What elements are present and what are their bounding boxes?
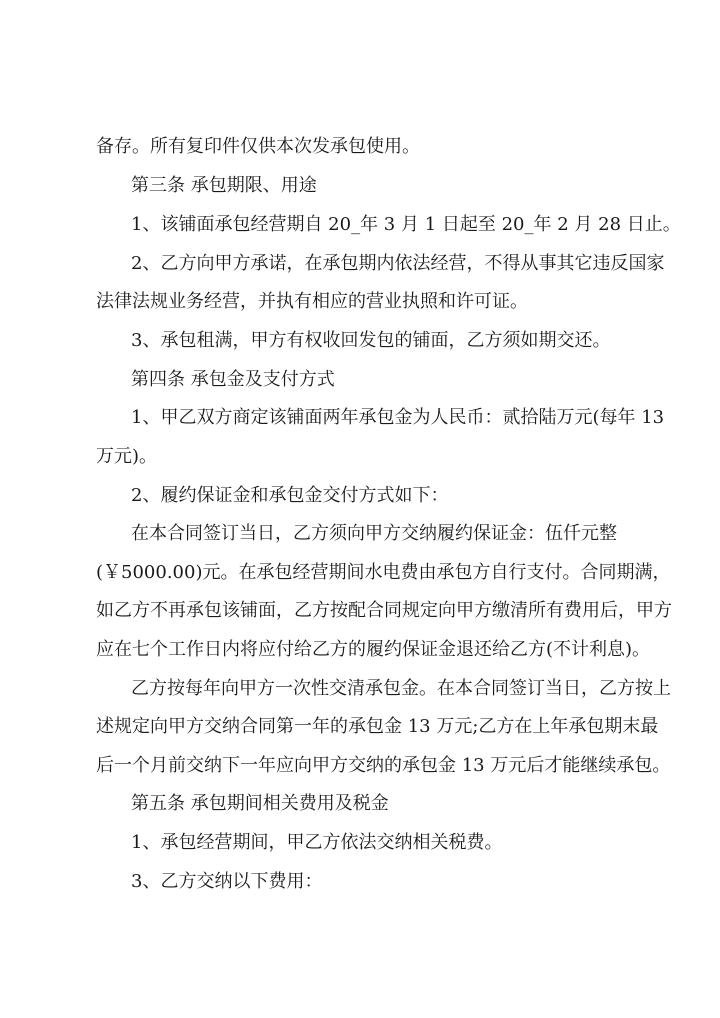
clause-4-1-line-1: 1、甲乙双方商定该铺面两年承包金为人民币：贰拾陆万元(每年 13 xyxy=(131,407,665,428)
clause-3-1: 1、该铺面承包经营期自 20_年 3 月 1 日起至 20_年 2 月 28 日止。 xyxy=(131,214,681,235)
deposit-paragraph-line-1: 在本合同签订当日，乙方须向甲方交纳履约保证金：伍仟元整 xyxy=(131,523,617,544)
paragraph-line-continuation: 备存。所有复印件仅供本次发承包使用。 xyxy=(96,136,420,157)
clause-3-2-line-1: 2、乙方向甲方承诺，在承包期内依法经营，不得从事其它违反国家 xyxy=(131,253,665,274)
article-4-heading: 第四条 承包金及支付方式 xyxy=(131,369,335,390)
article-3-heading: 第三条 承包期限、用途 xyxy=(131,175,317,196)
payment-paragraph-line-2: 述规定向甲方交纳合同第一年的承包金 13 万元;乙方在上年承包期末最 xyxy=(96,716,659,737)
clause-4-1-line-2: 万元)。 xyxy=(96,446,158,467)
article-5-heading: 第五条 承包期间相关费用及税金 xyxy=(131,793,389,814)
payment-paragraph-line-3: 后一个月前交纳下一年应向甲方交纳的承包金 13 万元后才能继续承包。 xyxy=(96,755,671,776)
clause-5-3: 3、乙方交纳以下费用： xyxy=(131,871,323,892)
clause-4-2: 2、履约保证金和承包金交付方式如下： xyxy=(131,485,449,506)
payment-paragraph-line-1: 乙方按每年向甲方一次性交清承包金。在本合同签订当日，乙方按上 xyxy=(131,678,671,699)
deposit-paragraph-line-3: 如乙方不再承包该铺面，乙方按配合同规定向甲方缴清所有费用后，甲方 xyxy=(96,600,672,621)
deposit-paragraph-line-2: (￥5000.00)元。在承包经营期间水电费由承包方自行支付。合同期满， xyxy=(96,562,671,583)
clause-3-3: 3、承包租满，甲方有权收回发包的铺面，乙方须如期交还。 xyxy=(131,330,611,351)
clause-5-1: 1、承包经营期间，甲乙方依法交纳相关税费。 xyxy=(131,832,503,853)
clause-3-2-line-2: 法律法规业务经营，并执有相应的营业执照和许可证。 xyxy=(96,291,528,312)
deposit-paragraph-line-4: 应在七个工作日内将应付给乙方的履约保证金退还给乙方(不计利息)。 xyxy=(96,639,651,660)
